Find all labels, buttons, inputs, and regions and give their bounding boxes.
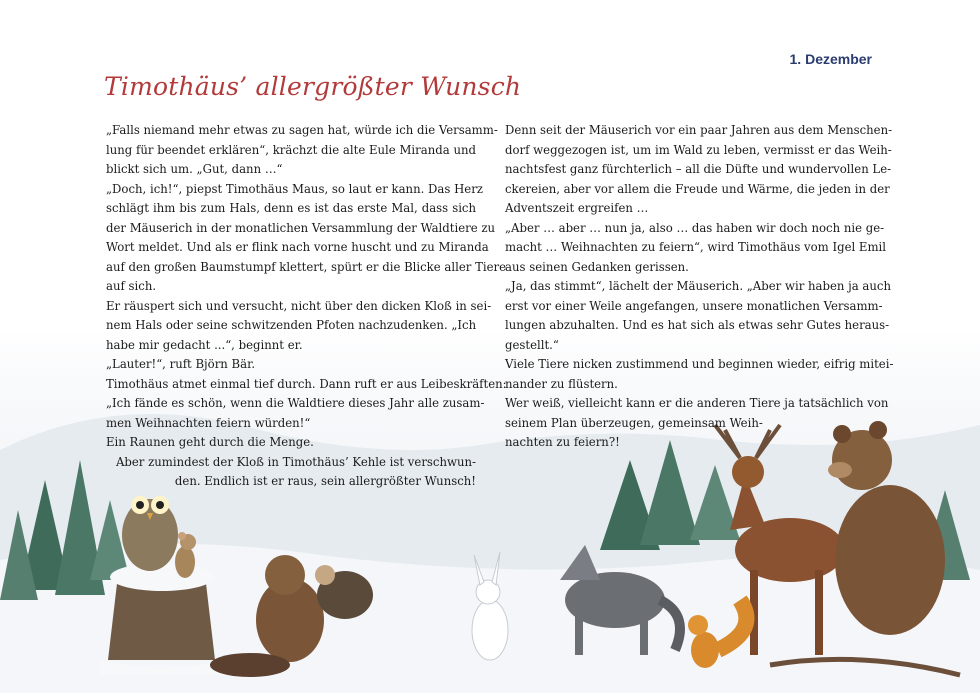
text-line: schlägt ihm bis zum Hals, denn es ist das erste Mal, dass sich <box>106 201 476 215</box>
text-line: Aber zumindest der Kloß in Timothäus’ Kehle ist verschwun- <box>115 454 476 469</box>
text-line: „Falls niemand mehr etwas zu sagen hat, würde ich die Versamm- <box>106 123 498 137</box>
text-line: „Ja, das stimmt“, lächelt der Mäuserich. „Aber wir haben ja auch <box>505 279 892 293</box>
text-line: lung für beendet erklären“, krächzt die alte Eule Miranda und <box>106 142 476 157</box>
text-line: Wort meldet. Und als er flink nach vorne huscht und zu Miranda <box>106 240 489 254</box>
story-column-left <box>106 121 507 492</box>
text-line: „Lauter!“, ruft Björn Bär. <box>106 357 256 371</box>
text-line: Timothäus atmet einmal tief durch. Dann ruft er aus Leibeskräften: <box>106 376 507 391</box>
text-line: den. Endlich ist er raus, sein allergrößter Wunsch! <box>174 474 476 488</box>
text-line: „Doch, ich!“, piepst Timothäus Maus, so laut er kann. Das Herz <box>106 181 483 196</box>
text-line: habe mir gedacht ...“, beginnt er. <box>106 337 303 352</box>
chapter-date: 1. Dezember <box>789 51 872 67</box>
text-line: macht … Weihnachten zu feiern“, wird Timothäus vom Igel Emil <box>505 240 887 254</box>
tree-stump <box>100 563 225 675</box>
text-line: Adventszeit ergreifen … <box>505 201 649 215</box>
text-line: dorf weggezogen ist, um im Wald zu leben, vermisst er das Weih- <box>505 142 892 157</box>
story-column-right <box>505 121 894 453</box>
text-line: seinem Plan überzeugen, gemeinsam Weih- <box>505 415 763 430</box>
text-line: der Mäuserich in der monatlichen Versammlung der Waldtiere zu <box>106 220 496 235</box>
text-line: ckereien, aber vor allem die Freude und Wärme, die jeden in der <box>505 181 890 196</box>
text-line: Viele Tiere nicken zustimmend und beginnen wieder, eifrig mitei- <box>505 357 894 371</box>
text-line: blickt sich um. „Gut, dann …“ <box>106 162 283 176</box>
text-line: „Aber … aber … nun ja, also … das haben wir doch noch nie ge- <box>505 220 885 235</box>
story-title: Timothäus’ allergrößter Wunsch <box>104 72 522 101</box>
text-line: Wer weiß, vielleicht kann er die anderen Tiere ja tatsächlich von <box>505 396 889 410</box>
text-line: nem Hals oder seine schwitzenden Pfoten nachzudenken. „Ich <box>106 318 477 332</box>
text-line: erst vor einer Weile angefangen, unsere monatlichen Versamm- <box>505 298 883 313</box>
text-line: Ein Raunen geht durch die Menge. <box>106 435 314 449</box>
text-line: lungen abzuhalten. Und es hat sich als etwas sehr Gutes heraus- <box>505 318 890 332</box>
text-line: Denn seit der Mäuserich vor ein paar Jahren aus dem Menschen- <box>505 123 893 137</box>
text-line: aus seinen Gedanken gerissen. <box>505 259 689 274</box>
text-line: nander zu flüstern. <box>505 376 618 391</box>
text-line: auf sich. <box>106 279 157 293</box>
text-line: „Ich fände es schön, wenn die Waldtiere dieses Jahr alle zusam- <box>106 396 485 410</box>
text-line: Er räuspert sich und versucht, nicht über den dicken Kloß in sei- <box>106 298 492 313</box>
text-line: men Weihnachten feiern würden!“ <box>106 415 311 430</box>
text-line: auf den großen Baumstumpf klettert, spürt er die Blicke aller Tiere <box>106 259 507 274</box>
text-line: gestellt.“ <box>505 337 559 352</box>
text-line: nachten zu feiern?! <box>505 435 620 449</box>
text-line: nachtsfest ganz fürchterlich – all die Düfte und wundervollen Le- <box>505 162 892 176</box>
